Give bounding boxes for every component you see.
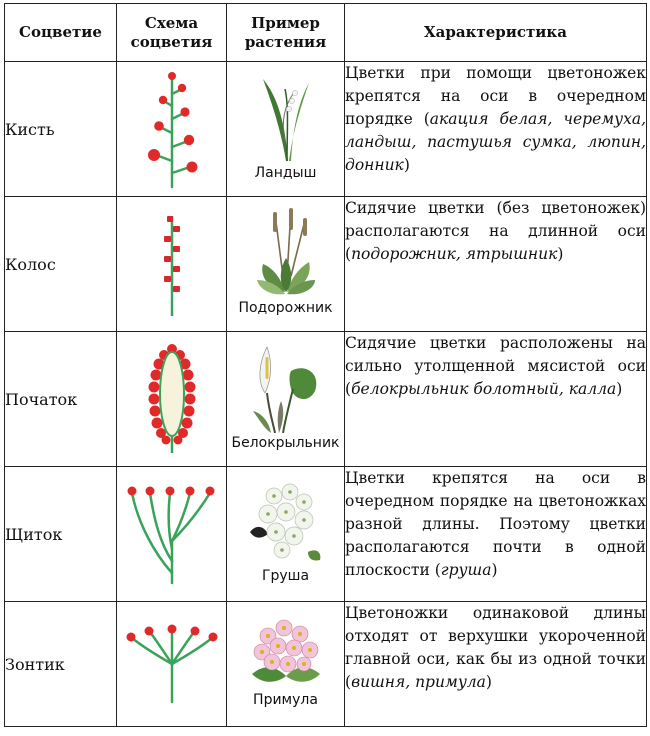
characteristic-cell bbox=[345, 467, 647, 602]
plant-caption: Подорожник bbox=[238, 300, 333, 316]
lily-of-the-valley-icon bbox=[251, 71, 321, 163]
inflorescence-name: Початок bbox=[5, 332, 117, 467]
plant-caption: Белокрыльник bbox=[231, 435, 340, 451]
table-row bbox=[5, 62, 647, 197]
primrose-icon bbox=[246, 614, 326, 690]
header-inflorescence-label: Соцветие bbox=[19, 23, 102, 41]
characteristic-cell bbox=[345, 197, 647, 332]
header-characteristic-label: Характеристика bbox=[424, 23, 567, 41]
characteristic-close: ) bbox=[403, 156, 410, 174]
plantain-icon bbox=[253, 206, 319, 298]
characteristic-examples: акация белая, черемуха, ландыш, пастушья сумка, люпин, донник bbox=[345, 110, 646, 174]
characteristic-close: ) bbox=[491, 561, 498, 579]
table-row bbox=[5, 332, 647, 467]
characteristic-examples: белокрыльник болотный, калла bbox=[351, 380, 617, 398]
inflorescence-table bbox=[4, 3, 647, 727]
spadix-diagram-icon bbox=[144, 344, 200, 454]
header-plant-line2: растения bbox=[244, 32, 327, 51]
characteristic-text: Цветки крепятся на оси в очередном порядке на цветоножках разной длины. Поэтому цветки располагаются почти в одной плоскости ( bbox=[345, 469, 646, 579]
characteristic-text: Цветоножки одинаковой длины отходят от верхушки укороченной главной оси, как бы из одной точки ( bbox=[345, 604, 646, 691]
corymb-diagram-icon bbox=[124, 483, 220, 585]
table-row bbox=[5, 602, 647, 727]
characteristic-examples: вишня, примула bbox=[351, 673, 486, 691]
table-row bbox=[5, 467, 647, 602]
header-scheme bbox=[117, 4, 227, 62]
spike-diagram-icon bbox=[152, 212, 192, 317]
inflorescence-name: Зонтик bbox=[5, 602, 117, 727]
characteristic-cell bbox=[345, 602, 647, 727]
characteristic-cell bbox=[345, 62, 647, 197]
umbel-diagram-icon bbox=[124, 624, 220, 704]
inflorescence-name: Щиток bbox=[5, 467, 117, 602]
characteristic-text: Цветки при помощи цветоножек крепятся на оси в очередном порядке ( bbox=[345, 64, 646, 128]
calla-icon bbox=[249, 341, 323, 433]
pear-blossom-icon bbox=[246, 478, 326, 566]
plant-caption: Примула bbox=[253, 692, 318, 708]
header-characteristic bbox=[345, 4, 647, 62]
header-scheme-line1: Схема bbox=[144, 13, 199, 32]
characteristic-examples: подорожник, ятрышник bbox=[351, 245, 558, 263]
characteristic-close: ) bbox=[557, 245, 564, 263]
inflorescence-name: Колос bbox=[5, 197, 117, 332]
header-plant bbox=[227, 4, 345, 62]
plant-caption: Ландыш bbox=[254, 165, 317, 181]
plant-caption: Груша bbox=[261, 568, 310, 584]
inflorescence-name: Кисть bbox=[5, 62, 117, 197]
header-plant-line1: Пример bbox=[251, 13, 320, 32]
characteristic-close: ) bbox=[485, 673, 492, 691]
table-row bbox=[5, 197, 647, 332]
characteristic-cell bbox=[345, 332, 647, 467]
characteristic-text: Сидячие цветки расположены на сильно утолщенной мясистой оси ( bbox=[345, 334, 646, 398]
characteristic-close: ) bbox=[616, 380, 623, 398]
header-inflorescence bbox=[5, 4, 117, 62]
raceme-diagram-icon bbox=[142, 69, 202, 189]
characteristic-examples: груша bbox=[440, 561, 492, 579]
header-scheme-line2: соцветия bbox=[130, 32, 213, 51]
header-row bbox=[5, 4, 647, 62]
characteristic-text: Сидячие цветки (без цветоножек) располагаются на длинной оси ( bbox=[345, 199, 646, 263]
